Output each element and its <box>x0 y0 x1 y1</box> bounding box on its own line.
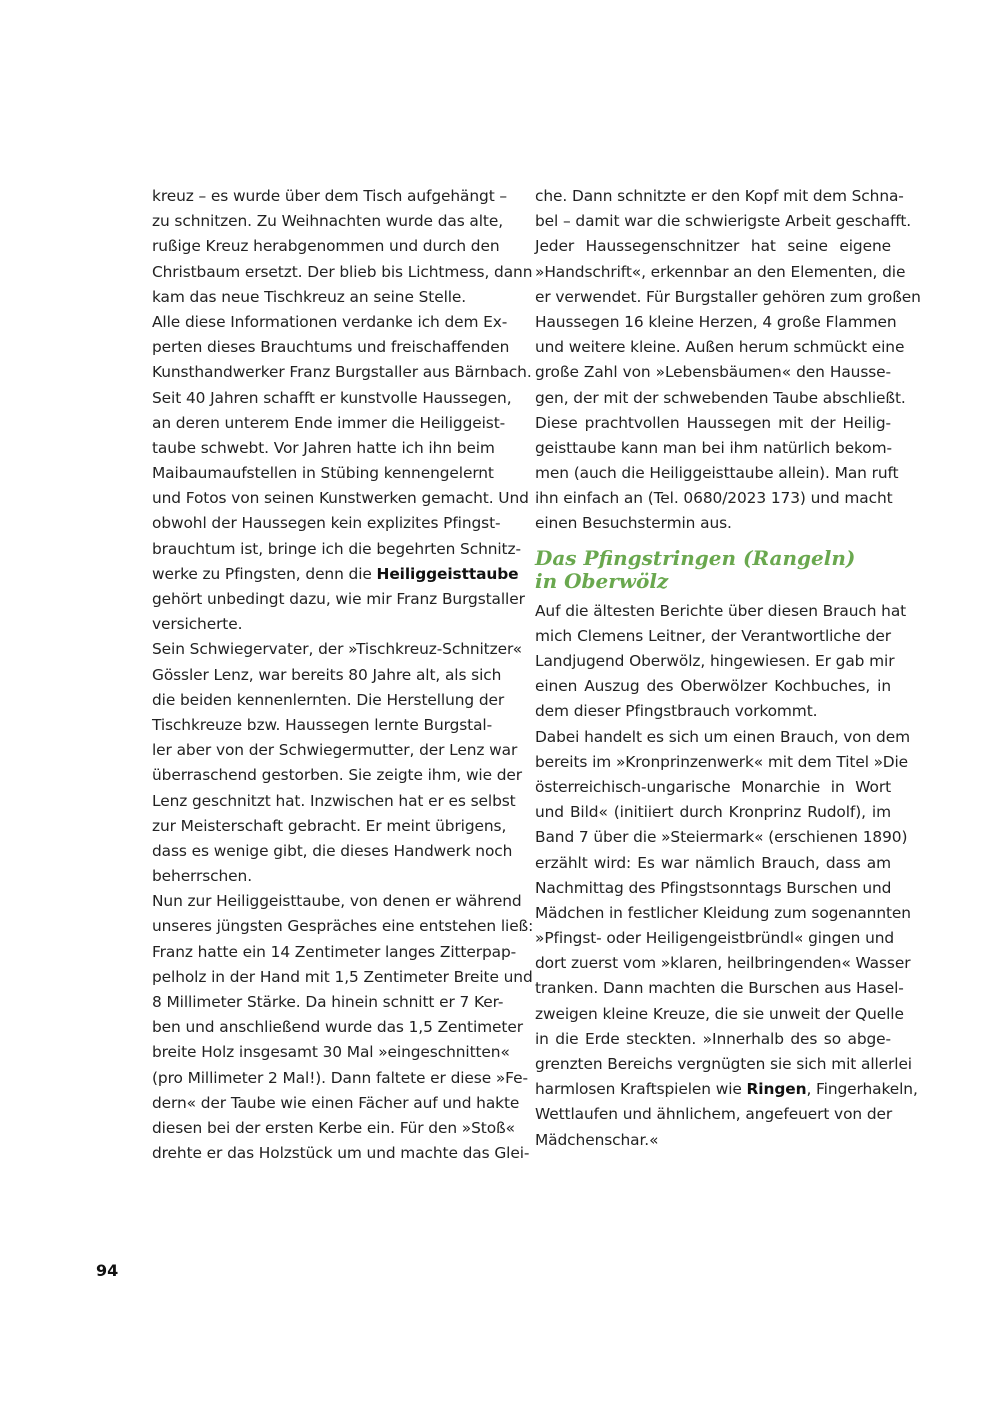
text-line <box>152 562 519 587</box>
text-line: kam das neue Tischkreuz an seine Stelle. <box>152 287 467 306</box>
text-line: er verwendet. Für Burgstaller gehören zum großen <box>535 287 921 306</box>
text-line: »Pfingst- oder Heiligengeistbründl« gingen und <box>535 929 895 948</box>
text-line: gehört unbedingt dazu, wie mir Franz Burgstaller <box>152 590 525 608</box>
text-line: Nun zur Heiliggeisttaube, von denen er während <box>152 892 522 911</box>
text-line: Sein Schwiegervater, der »Tischkreuz-Schnitzer« <box>152 640 522 659</box>
text-line: gen, der mit der schwebenden Taube abschließt. <box>535 388 906 407</box>
text-line: Mädchen in festlicher Kleidung zum sogenannten <box>535 903 911 922</box>
text-line: in die Erde steckten. »Innerhalb des so abge- <box>535 1029 891 1048</box>
text-line: Mädchenschar.« <box>535 1130 659 1149</box>
text-line: (pro Millimeter 2 Mal!). Dann faltete er diese »Fe- <box>152 1068 528 1087</box>
page-number: 94 <box>96 1261 119 1280</box>
text-line: Alle diese Informationen verdanke ich dem Ex- <box>152 312 508 331</box>
bold-keyword: Ringen <box>746 1080 807 1099</box>
text-line: große Zahl von »Lebensbäumen« den Hausse- <box>535 363 891 382</box>
text-line: drehte er das Holzstück um und machte das Glei- <box>152 1144 530 1163</box>
text-line: obwohl der Haussegen kein explizites Pfingst- <box>152 514 501 533</box>
text-segment: werke zu Pfingsten, denn die <box>152 564 377 583</box>
section-heading-line-2: in Oberwölz <box>535 568 669 593</box>
text-line: Tischkreuze bzw. Haussegen lernte Burgstal- <box>152 715 493 734</box>
text-line: bereits im »Kronprinzenwerk« mit dem Titel »Die <box>535 752 909 771</box>
text-line: kreuz – es wurde über dem Tisch aufgehängt – <box>152 187 508 205</box>
text-line: zu schnitzen. Zu Weihnachten wurde das alte, <box>152 212 504 231</box>
text-line <box>535 1077 918 1102</box>
text-line: zweigen kleine Kreuze, die sie unweit der Quelle <box>535 1004 904 1023</box>
section-heading <box>535 547 891 593</box>
text-segment: harmlosen Kraftspielen wie <box>535 1080 747 1099</box>
right-column-top-text <box>535 184 921 537</box>
text-line: Haussegen 16 kleine Herzen, 4 große Flammen <box>535 312 897 331</box>
text-line: und Bild« (initiiert durch Kronprinz Rudolf), im <box>535 803 891 822</box>
text-line: österreichisch-ungarische Monarchie in Wort <box>535 777 891 796</box>
text-line: »Handschrift«, erkennbar an den Elementen, die <box>535 262 906 281</box>
text-segment: , Fingerhakeln, <box>806 1080 918 1099</box>
text-line: einen Auszug des Oberwölzer Kochbuches, in <box>535 677 891 696</box>
right-column-bottom-text <box>535 599 918 1153</box>
text-line: ben und anschließend wurde das 1,5 Zentimeter <box>152 1018 523 1037</box>
text-line: Auf die ältesten Berichte über diesen Brauch hat <box>535 601 907 620</box>
text-line: und Fotos von seinen Kunstwerken gemacht. Und <box>152 489 529 508</box>
text-line: dass es wenige gibt, die dieses Handwerk noch <box>152 841 513 860</box>
text-line: Maibaumaufstellen in Stübing kennengelernt <box>152 464 494 483</box>
text-line: an deren unterem Ende immer die Heiliggeist- <box>152 413 506 432</box>
text-line: ler aber von der Schwiegermutter, der Lenz war <box>152 741 518 760</box>
text-line: diesen bei der ersten Kerbe ein. Für den »Stoß« <box>152 1118 515 1137</box>
text-line: tranken. Dann machten die Burschen aus Hasel- <box>535 979 904 998</box>
text-line: dem dieser Pfingstbrauch vorkommt. <box>535 702 818 721</box>
text-line: geisttaube kann man bei ihm natürlich bekom- <box>535 438 892 457</box>
text-line: men (auch die Heiliggeisttaube allein). Man ruft <box>535 464 899 483</box>
text-line: zur Meisterschaft gebracht. Er meint übrigens, <box>152 816 507 835</box>
text-line: Landjugend Oberwölz, hingewiesen. Er gab mir <box>535 652 895 670</box>
text-line: Dabei handelt es sich um einen Brauch, von dem <box>535 727 910 746</box>
text-line: Franz hatte ein 14 Zentimeter langes Zitterpap- <box>152 942 517 961</box>
text-line: rußige Kreuz herabgenommen und durch den <box>152 237 500 256</box>
text-line: perten dieses Brauchtums und freischaffenden <box>152 338 510 357</box>
text-line: Wettlaufen und ähnlichem, angefeuert von der <box>535 1105 893 1124</box>
text-line: mich Clemens Leitner, der Verantwortliche der <box>535 626 891 645</box>
section-heading-line-1: Das Pfingstringen (Rangeln) <box>535 545 856 570</box>
text-line: pelholz in der Hand mit 1,5 Zentimeter Breite und <box>152 967 533 986</box>
bold-keyword: Heiliggeisttaube <box>376 564 519 583</box>
text-line: unseres jüngsten Gespräches eine entstehen ließ: <box>152 917 534 936</box>
text-line: Kunsthandwerker Franz Burgstaller aus Bärnbach. <box>152 363 532 382</box>
text-line: Seit 40 Jahren schafft er kunstvolle Haussegen, <box>152 388 512 407</box>
text-line: und weitere kleine. Außen herum schmückt eine <box>535 338 905 357</box>
text-line: Diese prachtvollen Haussegen mit der Heilig- <box>535 413 891 432</box>
text-line: dort zuerst vom »klaren, heilbringenden« Wasser <box>535 954 911 973</box>
text-line: bel – damit war die schwierigste Arbeit geschafft. <box>535 212 912 231</box>
text-line: breite Holz insgesamt 30 Mal »eingeschnitten« <box>152 1043 510 1062</box>
left-column <box>152 184 534 1166</box>
text-line: erzählt wird: Es war nämlich Brauch, dass am <box>535 853 891 872</box>
text-line: che. Dann schnitzte er den Kopf mit dem Schna- <box>535 187 904 205</box>
text-line: grenzten Bereichs vergnügten sie sich mit allerlei <box>535 1055 912 1073</box>
right-column <box>535 184 921 1153</box>
text-line: einen Besuchstermin aus. <box>535 514 732 533</box>
text-line: ihn einfach an (Tel. 0680/2023 173) und macht <box>535 489 893 508</box>
text-line: 8 Millimeter Stärke. Da hinein schnitt er 7 Ker- <box>152 993 504 1011</box>
text-line: Christbaum ersetzt. Der blieb bis Lichtmess, dann <box>152 262 533 281</box>
text-line: Nachmittag des Pfingstsonntags Burschen und <box>535 878 892 897</box>
text-line: die beiden kennenlernten. Die Herstellung der <box>152 690 505 709</box>
text-line: Gössler Lenz, war bereits 80 Jahre alt, als sich <box>152 665 502 684</box>
text-line: Jeder Haussegenschnitzer hat seine eigene <box>535 237 891 256</box>
text-line: brauchtum ist, bringe ich die begehrten Schnitz- <box>152 539 521 558</box>
text-line: taube schwebt. Vor Jahren hatte ich ihn beim <box>152 438 495 457</box>
text-line: dern« der Taube wie einen Fächer auf und hakte <box>152 1093 520 1112</box>
text-line: überraschend gestorben. Sie zeigte ihm, wie der <box>152 766 523 785</box>
text-line: Band 7 über die »Steiermark« (erschienen 1890) <box>535 828 908 847</box>
text-line: versicherte. <box>152 615 243 634</box>
text-line: Lenz geschnitzt hat. Inzwischen hat er es selbst <box>152 791 516 810</box>
text-line: beherrschen. <box>152 867 252 886</box>
